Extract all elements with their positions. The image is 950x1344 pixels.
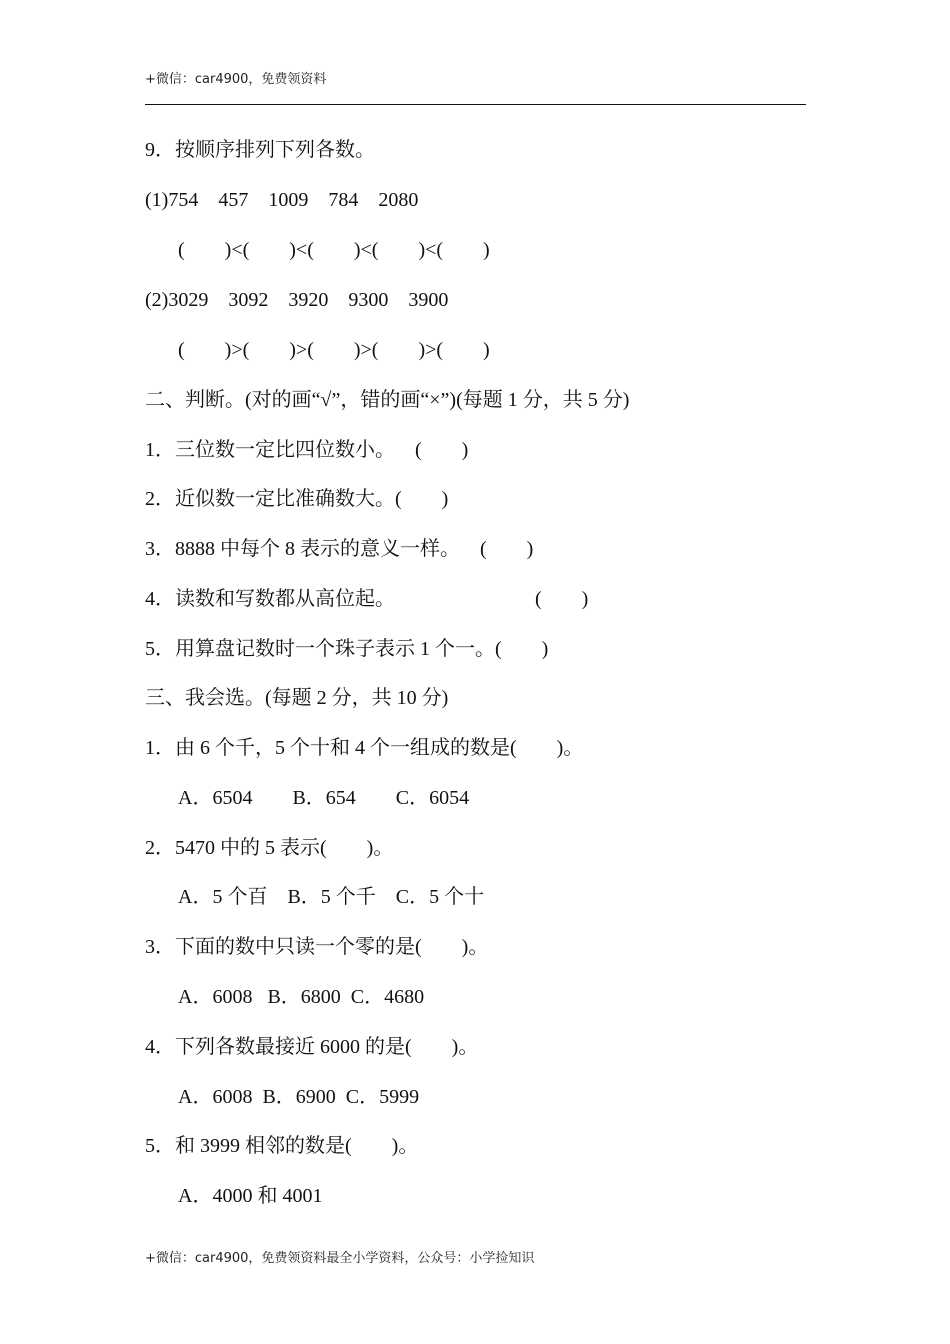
question-9-part2-numbers: (2)3029 3092 3920 9300 3900 (145, 289, 449, 311)
choice-question-4: 4．下列各数最接近 6000 的是( )。 (145, 1036, 479, 1058)
choice-options-5: A．4000 和 4001 (178, 1185, 323, 1207)
judge-item-3: 3．8888 中每个 8 表示的意义一样。 ( ) (145, 538, 534, 560)
question-9-title: 9．按顺序排列下列各数。 (145, 139, 375, 161)
judge-item-5: 5．用算盘记数时一个珠子表示 1 个一。( ) (145, 638, 549, 660)
judge-item-1: 1．三位数一定比四位数小。 ( ) (145, 439, 469, 461)
judge-item-4: 4．读数和写数都从高位起。 ( ) (145, 588, 589, 610)
judge-item-2: 2．近似数一定比准确数大。( ) (145, 488, 449, 510)
section-3-heading: 三、我会选。(每题 2 分，共 10 分) (145, 687, 449, 709)
page-header-text: +微信：car4900，免费领资料 (145, 72, 327, 87)
choice-options-2: A．5 个百 B．5 个千 C．5 个十 (178, 886, 485, 908)
section-2-heading: 二、判断。(对的画“√”，错的画“×”)(每题 1 分，共 5 分) (145, 389, 630, 411)
question-9-part1-numbers: (1)754 457 1009 784 2080 (145, 189, 419, 211)
header-divider (145, 104, 806, 105)
page-footer-text: +微信：car4900，免费领资料最全小学资料，公众号：小学捡知识 (145, 1251, 535, 1266)
choice-question-5: 5．和 3999 相邻的数是( )。 (145, 1135, 419, 1157)
choice-options-1: A．6504 B．654 C．6054 (178, 787, 470, 809)
choice-question-1: 1．由 6 个千，5 个十和 4 个一组成的数是( )。 (145, 737, 584, 759)
question-9-part1-blanks: ( )<( )<( )<( )<( ) (178, 239, 490, 261)
choice-options-3: A．6008 B．6800 C．4680 (178, 986, 425, 1008)
choice-options-4: A．6008 B．6900 C．5999 (178, 1086, 420, 1108)
choice-question-2: 2．5470 中的 5 表示( )。 (145, 837, 394, 859)
choice-question-3: 3．下面的数中只读一个零的是( )。 (145, 936, 489, 958)
question-9-part2-blanks: ( )>( )>( )>( )>( ) (178, 339, 490, 361)
